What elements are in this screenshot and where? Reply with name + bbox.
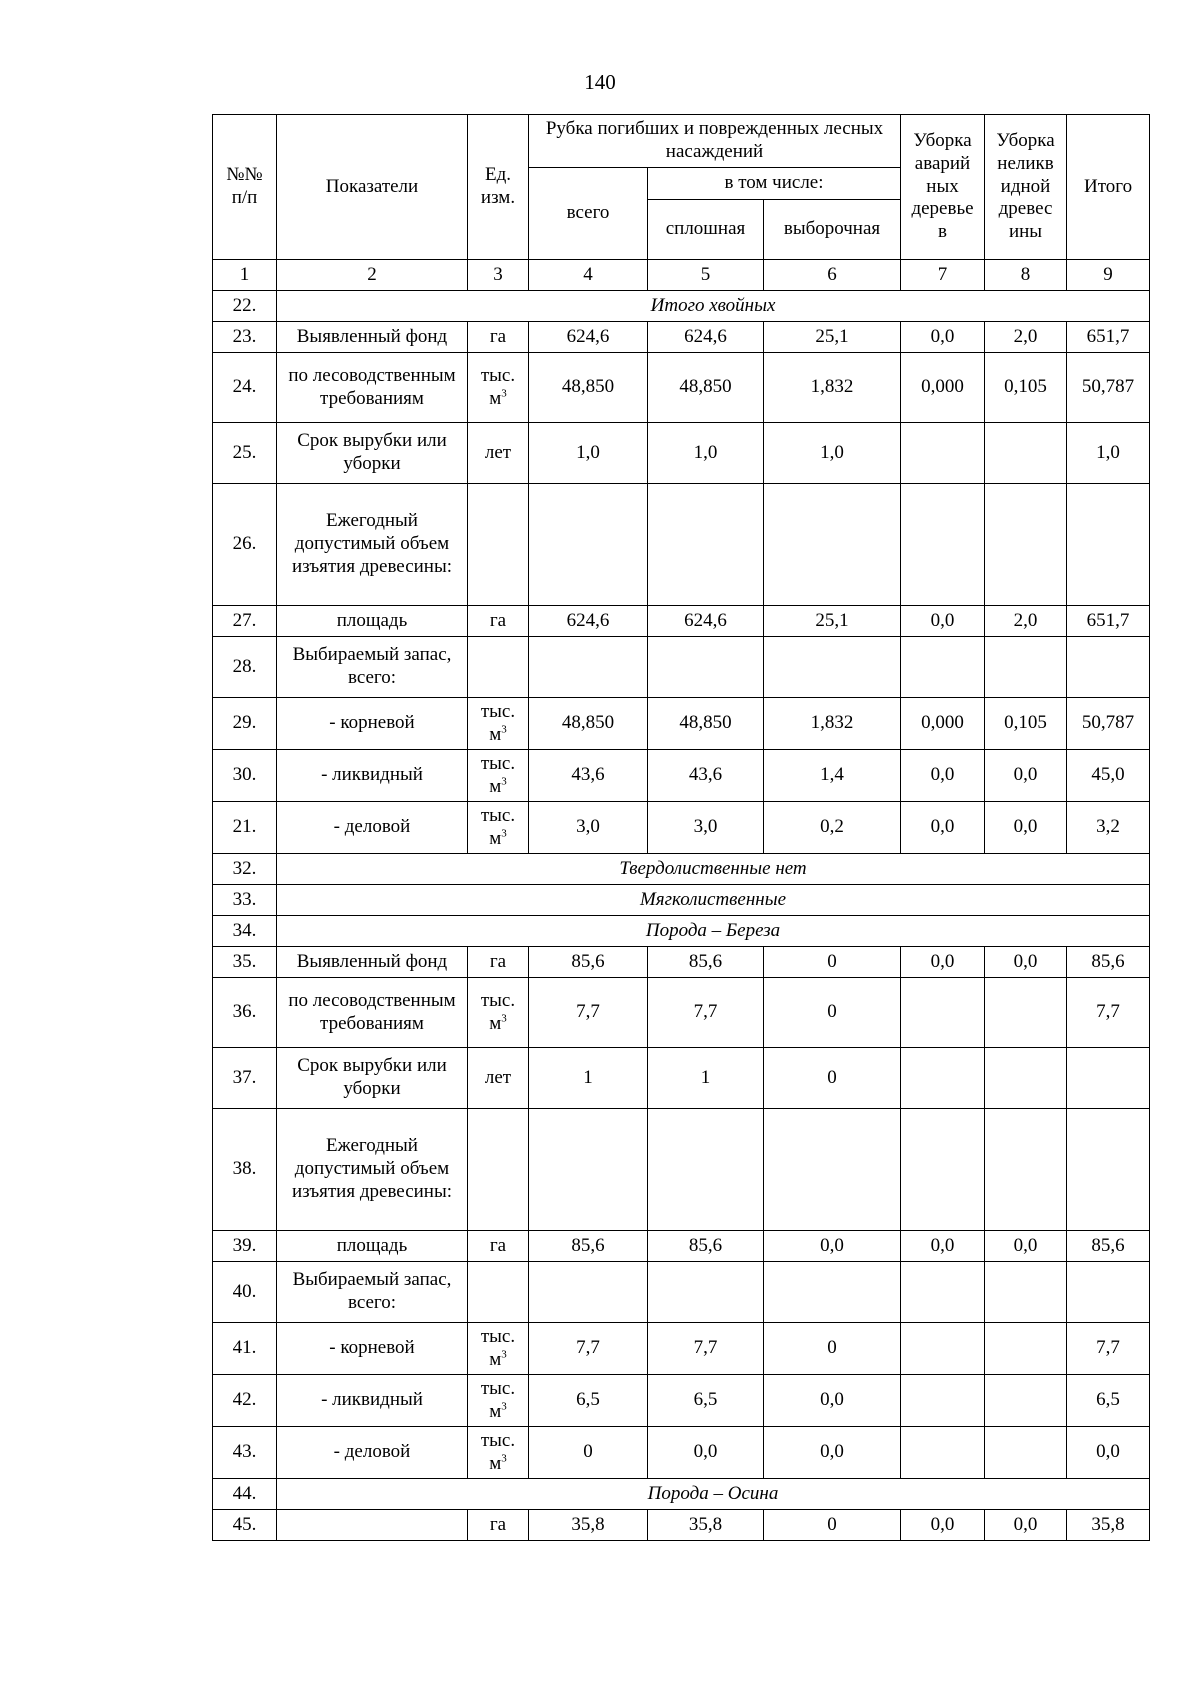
table-row [213,802,1150,854]
column-number: 2 [277,260,468,291]
header-incl: в том числе: [648,168,901,200]
header-nelikv: Уборка неликв идной древес ины [985,115,1067,260]
value-cell: 0 [764,1323,901,1375]
table-row [213,637,1150,698]
value-cell [985,978,1067,1048]
row-number: 43. [213,1427,277,1479]
section-title: Твердолиственные нет [277,854,1150,885]
row-number: 37. [213,1048,277,1109]
value-cell [901,637,985,698]
value-cell [1067,637,1150,698]
row-label: Ежегодный допустимый объем изъятия древесины: [277,1109,468,1231]
value-cell [985,1048,1067,1109]
row-label: Срок вырубки или уборки [277,1048,468,1109]
value-cell: 0,105 [985,698,1067,750]
row-unit [468,1262,529,1323]
value-cell: 0,0 [985,947,1067,978]
section-row [213,885,1150,916]
forest-table [212,114,1150,1541]
value-cell: 43,6 [529,750,648,802]
row-unit: га [468,606,529,637]
value-cell [985,1109,1067,1231]
value-cell [985,1427,1067,1479]
table-row [213,423,1150,484]
value-cell: 0,0 [764,1375,901,1427]
row-number: 27. [213,606,277,637]
section-title: Мягколиственные [277,885,1150,916]
table-row [213,1109,1150,1231]
value-cell: 651,7 [1067,606,1150,637]
value-cell: 6,5 [648,1375,764,1427]
value-cell: 7,7 [648,978,764,1048]
row-number: 36. [213,978,277,1048]
table-row [213,698,1150,750]
row-unit: тыс. $м^3$ [468,1323,529,1375]
value-cell [764,1262,901,1323]
table-row [213,606,1150,637]
header-itogo: Итого [1067,115,1150,260]
row-number: 38. [213,1109,277,1231]
value-cell: 1,0 [529,423,648,484]
value-cell: 1,0 [1067,423,1150,484]
value-cell [985,484,1067,606]
value-cell [985,1262,1067,1323]
row-label: площадь [277,606,468,637]
value-cell: 3,0 [648,802,764,854]
value-cell: 7,7 [1067,1323,1150,1375]
row-label: Выявленный фонд [277,322,468,353]
row-number: 29. [213,698,277,750]
value-cell: 0,0 [901,1510,985,1541]
row-label: - корневой [277,698,468,750]
table-row [213,947,1150,978]
value-cell: 0,0 [901,802,985,854]
table-row [213,1262,1150,1323]
header-indicators: Показатели [277,115,468,260]
value-cell: 48,850 [648,353,764,423]
section-row [213,1479,1150,1510]
value-cell: 45,0 [1067,750,1150,802]
row-unit [468,637,529,698]
value-cell: 35,8 [648,1510,764,1541]
row-number: 26. [213,484,277,606]
value-cell [985,1375,1067,1427]
row-label: по лесоводственным требованиям [277,353,468,423]
row-unit: га [468,947,529,978]
row-unit: лет [468,423,529,484]
value-cell: 624,6 [529,606,648,637]
row-number: 41. [213,1323,277,1375]
value-cell: 2,0 [985,322,1067,353]
value-cell: 624,6 [529,322,648,353]
value-cell: 0,0 [648,1427,764,1479]
value-cell: 0,0 [985,802,1067,854]
table-row [213,978,1150,1048]
value-cell [901,978,985,1048]
value-cell: 43,6 [648,750,764,802]
value-cell: 0,2 [764,802,901,854]
row-label: Ежегодный допустимый объем изъятия древесины: [277,484,468,606]
column-number: 7 [901,260,985,291]
value-cell: 0 [764,1510,901,1541]
value-cell [1067,484,1150,606]
value-cell: 0,0 [901,750,985,802]
table-row [213,1510,1150,1541]
value-cell [648,1109,764,1231]
section-title: Итого хвойных [277,291,1150,322]
row-number: 25. [213,423,277,484]
row-label: Выбираемый запас, всего: [277,637,468,698]
value-cell: 1,0 [764,423,901,484]
row-unit: тыс. $м^3$ [468,750,529,802]
value-cell: 0,0 [1067,1427,1150,1479]
value-cell: 7,7 [1067,978,1150,1048]
value-cell [985,637,1067,698]
value-cell: 85,6 [529,1231,648,1262]
value-cell [764,1109,901,1231]
value-cell: 48,850 [648,698,764,750]
row-unit [468,1109,529,1231]
value-cell: 0,0 [985,1231,1067,1262]
column-number: 8 [985,260,1067,291]
column-number: 5 [648,260,764,291]
value-cell: 50,787 [1067,698,1150,750]
value-cell: 1,832 [764,698,901,750]
table-row [213,750,1150,802]
value-cell: 3,2 [1067,802,1150,854]
row-label: - ликвидный [277,1375,468,1427]
row-number: 23. [213,322,277,353]
section-title: Порода – Береза [277,916,1150,947]
row-unit: лет [468,1048,529,1109]
value-cell: 6,5 [1067,1375,1150,1427]
value-cell [764,484,901,606]
value-cell: 0,105 [985,353,1067,423]
value-cell: 7,7 [529,1323,648,1375]
value-cell [901,1109,985,1231]
value-cell: 0,0 [901,322,985,353]
value-cell [901,1375,985,1427]
value-cell [985,423,1067,484]
value-cell: 1,832 [764,353,901,423]
value-cell [985,1323,1067,1375]
value-cell: 0 [529,1427,648,1479]
section-row [213,291,1150,322]
value-cell [901,1427,985,1479]
row-number: 34. [213,916,277,947]
value-cell: 35,8 [529,1510,648,1541]
value-cell: 48,850 [529,353,648,423]
header-total-all: всего [529,168,648,260]
value-cell: 1,4 [764,750,901,802]
value-cell [901,1262,985,1323]
row-unit: га [468,1231,529,1262]
value-cell: 0,0 [764,1231,901,1262]
value-cell [529,484,648,606]
value-cell [1067,1109,1150,1231]
value-cell: 3,0 [529,802,648,854]
header-vyborochnaya: выборочная [764,200,901,260]
row-number: 45. [213,1510,277,1541]
value-cell: 85,6 [529,947,648,978]
value-cell [529,637,648,698]
column-number: 3 [468,260,529,291]
value-cell: 0,0 [901,606,985,637]
row-label: по лесоводственным требованиям [277,978,468,1048]
value-cell: 651,7 [1067,322,1150,353]
row-unit: га [468,1510,529,1541]
value-cell: 0,0 [901,1231,985,1262]
value-cell [529,1109,648,1231]
row-label: Выявленный фонд [277,947,468,978]
row-number: 35. [213,947,277,978]
value-cell: 6,5 [529,1375,648,1427]
row-unit: тыс. $м^3$ [468,1375,529,1427]
value-cell: 85,6 [648,1231,764,1262]
row-unit: тыс. $м^3$ [468,802,529,854]
value-cell: 35,8 [1067,1510,1150,1541]
table-row [213,1231,1150,1262]
value-cell: 0 [764,1048,901,1109]
value-cell [764,637,901,698]
value-cell: 85,6 [1067,1231,1150,1262]
value-cell: 1,0 [648,423,764,484]
header-unit: Ед. изм. [468,115,529,260]
value-cell: 0,0 [901,947,985,978]
table-row [213,1048,1150,1109]
value-cell [1067,1262,1150,1323]
row-unit: тыс. $м^3$ [468,1427,529,1479]
row-label: площадь [277,1231,468,1262]
value-cell: 0,0 [985,1510,1067,1541]
row-unit [468,484,529,606]
value-cell: 7,7 [529,978,648,1048]
row-number: 39. [213,1231,277,1262]
row-label: Срок вырубки или уборки [277,423,468,484]
value-cell [529,1262,648,1323]
row-number: 32. [213,854,277,885]
row-number: 22. [213,291,277,322]
value-cell: 0,0 [985,750,1067,802]
header-group: Рубка погибших и поврежденных лесных насаждений [529,115,901,168]
table-row [213,353,1150,423]
row-number: 30. [213,750,277,802]
row-label: - корневой [277,1323,468,1375]
value-cell: 0 [764,978,901,1048]
header-avar: Уборка аварий ных деревье в [901,115,985,260]
value-cell: 0,000 [901,698,985,750]
row-number: 40. [213,1262,277,1323]
column-number: 9 [1067,260,1150,291]
row-label [277,1510,468,1541]
value-cell: 624,6 [648,322,764,353]
value-cell [901,423,985,484]
row-label: Выбираемый запас, всего: [277,1262,468,1323]
value-cell [901,1048,985,1109]
value-cell: 85,6 [648,947,764,978]
value-cell: 0,0 [764,1427,901,1479]
value-cell: 25,1 [764,606,901,637]
row-label: - деловой [277,1427,468,1479]
value-cell [901,484,985,606]
value-cell: 1 [529,1048,648,1109]
column-number: 4 [529,260,648,291]
value-cell: 624,6 [648,606,764,637]
table-row [213,1375,1150,1427]
column-number: 1 [213,260,277,291]
section-row [213,854,1150,885]
row-unit: тыс. $м^3$ [468,353,529,423]
value-cell: 0,000 [901,353,985,423]
value-cell [648,1262,764,1323]
header-num: №№ п/п [213,115,277,260]
section-title: Порода – Осина [277,1479,1150,1510]
value-cell: 0 [764,947,901,978]
value-cell [648,484,764,606]
section-row [213,916,1150,947]
column-number: 6 [764,260,901,291]
table-row [213,1427,1150,1479]
table-row [213,1323,1150,1375]
row-number: 44. [213,1479,277,1510]
table-row [213,484,1150,606]
row-unit: тыс. $м^3$ [468,978,529,1048]
value-cell: 25,1 [764,322,901,353]
row-number: 24. [213,353,277,423]
row-number: 33. [213,885,277,916]
value-cell [1067,1048,1150,1109]
row-unit: тыс. $м^3$ [468,698,529,750]
page-number: 140 [584,70,616,94]
row-number: 21. [213,802,277,854]
row-number: 28. [213,637,277,698]
value-cell: 7,7 [648,1323,764,1375]
value-cell: 1 [648,1048,764,1109]
row-label: - деловой [277,802,468,854]
value-cell: 85,6 [1067,947,1150,978]
value-cell [901,1323,985,1375]
value-cell: 2,0 [985,606,1067,637]
row-unit: га [468,322,529,353]
value-cell [648,637,764,698]
row-label: - ликвидный [277,750,468,802]
value-cell: 50,787 [1067,353,1150,423]
row-number: 42. [213,1375,277,1427]
header-sploshnaya: сплошная [648,200,764,260]
table-row [213,322,1150,353]
value-cell: 48,850 [529,698,648,750]
